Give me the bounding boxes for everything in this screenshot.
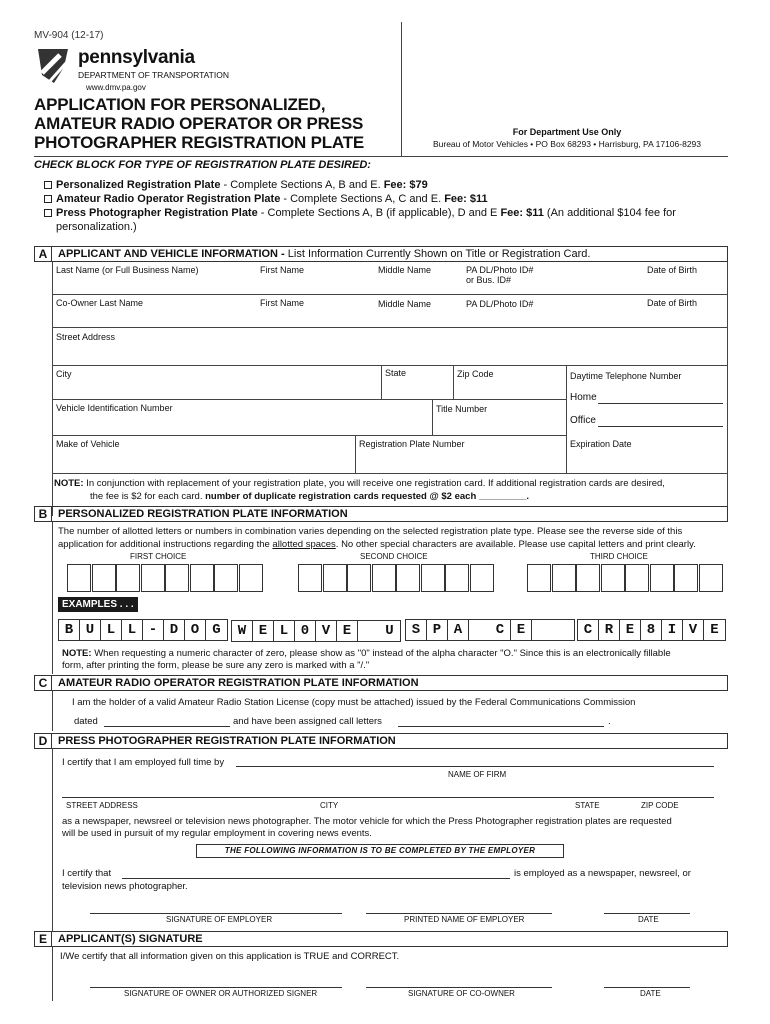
plate-character-box[interactable] xyxy=(396,564,420,592)
home-phone-line[interactable] xyxy=(598,403,723,404)
title-number-field[interactable] xyxy=(432,400,566,436)
city-field[interactable] xyxy=(52,366,381,400)
office-phone-label: Office xyxy=(570,415,596,426)
first-name-field[interactable] xyxy=(257,262,375,295)
example-char: U xyxy=(80,620,101,640)
note-line-2a: the fee is $2 for each card. xyxy=(90,491,206,502)
example-char: A xyxy=(448,620,469,640)
dl-id-label: PA DL/Photo ID# xyxy=(466,265,534,275)
section-c-heading: AMATEUR RADIO OPERATOR REGISTRATION PLATE INFORMATION xyxy=(52,675,728,691)
first-choice-label: FIRST CHOICE xyxy=(130,552,187,561)
title-line-2: AMATEUR RADIO OPERATOR OR PRESS xyxy=(34,114,364,133)
example-char: E xyxy=(620,620,641,640)
dl-id-label: PA DL/Photo ID# xyxy=(466,299,534,309)
option-fee: Fee: $11 xyxy=(500,207,544,219)
section-a-heading xyxy=(52,246,728,262)
section-b-instructions xyxy=(58,525,728,551)
example-welove-u xyxy=(231,620,401,642)
option-continuation: personalization.) xyxy=(56,221,137,233)
check-block-heading: CHECK BLOCK FOR TYPE OF REGISTRATION PLATE DESIRED: xyxy=(34,159,371,171)
name-of-firm-label: NAME OF FIRM xyxy=(448,770,507,779)
plate-character-box[interactable] xyxy=(165,564,189,592)
street-address-field[interactable] xyxy=(52,328,727,366)
plate-character-box[interactable] xyxy=(699,564,723,592)
tv-photographer-label: television news photographer. xyxy=(62,881,188,892)
daytime-phone-label: Daytime Telephone Number xyxy=(570,371,682,381)
plate-character-box[interactable] xyxy=(601,564,625,592)
phone-column-border xyxy=(566,366,567,436)
option-press-photographer[interactable] xyxy=(44,206,734,220)
applicant-date-label: DATE xyxy=(640,989,661,998)
allotted-spaces-link: allotted spaces xyxy=(272,539,336,550)
option-desc: - Complete Sections A, B (if applicable), D and E xyxy=(257,207,501,219)
section-b-heading: PERSONALIZED REGISTRATION PLATE INFORMATION xyxy=(52,506,728,522)
expiration-date-field[interactable] xyxy=(566,436,727,474)
last-name-label: Last Name (or Full Business Name) xyxy=(56,265,199,275)
dl-id-field[interactable] xyxy=(463,262,583,295)
section-d-left-border xyxy=(52,749,53,931)
option-fee: Fee: $79 xyxy=(383,179,428,191)
checkbox[interactable] xyxy=(44,195,52,203)
example-char: E xyxy=(710,622,719,638)
employer-banner: THE FOLLOWING INFORMATION IS TO BE COMPLETED BY THE EMPLOYER xyxy=(196,844,564,858)
title-line-1: APPLICATION FOR PERSONALIZED, xyxy=(34,95,326,114)
plate-character-box[interactable] xyxy=(190,564,214,592)
section-d-letter: D xyxy=(34,733,52,749)
plate-character-box[interactable] xyxy=(141,564,165,592)
title-line-3: PHOTOGRAPHER REGISTRATION PLATE xyxy=(34,133,365,152)
dob-field[interactable] xyxy=(583,262,727,295)
example-char: C xyxy=(490,620,511,640)
instructions-line-2a: application for additional instructions regarding the xyxy=(58,539,273,550)
street-address-label: STREET ADDRESS xyxy=(66,801,138,810)
form-title xyxy=(34,95,364,152)
example-char: W xyxy=(232,621,253,641)
statement-line-2: will be used in pursuit of my regular employment in covering news events. xyxy=(62,828,372,839)
co-owner-signature-line[interactable] xyxy=(366,987,552,988)
state-label: STATE xyxy=(575,801,600,810)
street-address-label: Street Address xyxy=(56,332,116,342)
section-a-right-border xyxy=(727,262,728,516)
owner-signature-line[interactable] xyxy=(90,987,342,988)
employer-signature-line[interactable] xyxy=(90,913,342,914)
section-d-statement xyxy=(62,816,722,840)
plate-number-label: Registration Plate Number xyxy=(359,439,465,449)
first-name-label: First Name xyxy=(260,265,305,275)
bureau-address: Bureau of Motor Vehicles • PO Box 68293 • Harrisburg, PA 17106-8293 xyxy=(432,139,702,149)
co-owner-signature-label: SIGNATURE OF CO-OWNER xyxy=(408,989,515,998)
option-extra: (An additional $104 fee for xyxy=(543,207,676,219)
expiration-label: Expiration Date xyxy=(570,439,632,449)
section-b-note xyxy=(62,648,726,672)
option-name: Amateur Radio Operator Registration Plate xyxy=(56,193,281,205)
section-c-letter: C xyxy=(34,675,52,691)
section-b-left-border xyxy=(52,522,53,674)
example-char: C xyxy=(578,620,599,640)
employer-printed-name-line[interactable] xyxy=(366,913,552,914)
example-char: 8 xyxy=(641,620,662,640)
note-line-1: In conjunction with replacement of your registration plate, you will receive one registration card. If additional registration cards are desired, xyxy=(83,478,665,489)
example-char: E xyxy=(253,621,274,641)
example-char: D xyxy=(164,620,185,640)
applicant-date-line[interactable] xyxy=(604,987,690,988)
firm-name-line[interactable] xyxy=(236,766,714,767)
section-a-subtitle: List Information Currently Shown on Title or Registration Card. xyxy=(287,248,591,260)
example-char: O xyxy=(185,620,206,640)
agency-name: pennsylvania xyxy=(78,47,195,68)
example-char: G xyxy=(212,622,221,638)
example-char: R xyxy=(599,620,620,640)
plate-character-box[interactable] xyxy=(421,564,445,592)
note-line-2b: number of duplicate registration cards requested @ $2 each _________. xyxy=(205,491,530,502)
employer-date-line[interactable] xyxy=(604,913,690,914)
section-a-note xyxy=(54,477,726,503)
plate-character-box[interactable] xyxy=(527,564,551,592)
zip-code-field[interactable] xyxy=(453,366,566,400)
co-owner-dob-field[interactable] xyxy=(583,295,727,328)
option-desc: - Complete Sections A, B and E. xyxy=(220,179,384,191)
example-char: P xyxy=(427,620,448,640)
instructions-line-2c: . No other special characters are available. Please use capital letters and print clearly. xyxy=(335,539,696,550)
example-char: V xyxy=(316,621,337,641)
co-owner-label: Co-Owner Last Name xyxy=(56,298,144,308)
note-label: NOTE: xyxy=(62,648,92,659)
plate-character-box[interactable] xyxy=(92,564,116,592)
firm-address-line[interactable] xyxy=(62,797,714,798)
plate-character-box[interactable] xyxy=(239,564,263,592)
example-char: L xyxy=(101,620,122,640)
example-char: 0 xyxy=(295,621,316,641)
option-name: Personalized Registration Plate xyxy=(56,179,221,191)
plate-character-box[interactable] xyxy=(650,564,674,592)
plate-character-box[interactable] xyxy=(214,564,238,592)
vin-label: Vehicle Identification Number xyxy=(56,403,173,413)
plate-character-box[interactable] xyxy=(372,564,396,592)
section-d-heading: PRESS PHOTOGRAPHER REGISTRATION PLATE INFORMATION xyxy=(52,733,728,749)
employer-signature-label: SIGNATURE OF EMPLOYER xyxy=(166,915,273,924)
plate-character-box[interactable] xyxy=(67,564,91,592)
printed-name-label: PRINTED NAME OF EMPLOYER xyxy=(404,915,525,924)
plate-character-box[interactable] xyxy=(674,564,698,592)
plate-character-box[interactable] xyxy=(552,564,576,592)
middle-name-label: Middle Name xyxy=(378,265,432,275)
note-label: NOTE: xyxy=(54,478,84,489)
option-amateur-radio[interactable] xyxy=(44,192,734,206)
example-char: S xyxy=(406,620,427,640)
state-label: State xyxy=(385,368,407,378)
bus-id-label: or Bus. ID# xyxy=(466,275,512,285)
statement-line-1: as a newspaper, newsreel or television news photographer. The motor vehicle for which the Press Photographer registration plates are requested xyxy=(62,816,672,827)
co-owner-dl-id-field[interactable] xyxy=(463,295,583,328)
middle-name-label: Middle Name xyxy=(378,299,432,309)
first-name-label: First Name xyxy=(260,298,305,308)
section-c-dated-label: dated xyxy=(74,716,98,727)
co-owner-last-name-field[interactable] xyxy=(52,295,257,328)
certify-that-label: I certify that xyxy=(62,868,112,879)
dept-use-label: For Department Use Only xyxy=(512,127,622,137)
dob-label: Date of Birth xyxy=(647,298,698,308)
example-char: V xyxy=(683,620,704,640)
instructions-line-1: The number of allotted letters or numbers in combination varies depending on the selected registration plate type. Please see the reverse side of this xyxy=(58,526,683,537)
state-field[interactable] xyxy=(381,366,453,400)
vin-field[interactable] xyxy=(52,400,432,436)
plate-character-box[interactable] xyxy=(470,564,494,592)
section-a-letter: A xyxy=(34,246,52,262)
example-char: L xyxy=(274,621,295,641)
plate-number-field[interactable] xyxy=(355,436,566,474)
last-name-field[interactable] xyxy=(52,262,257,295)
checkbox[interactable] xyxy=(44,181,52,189)
section-c-left-border xyxy=(52,691,53,731)
plate-character-box[interactable] xyxy=(625,564,649,592)
header-rule xyxy=(34,156,728,157)
plate-character-box[interactable] xyxy=(576,564,600,592)
office-phone-line[interactable] xyxy=(598,426,723,427)
section-c-license-text: I am the holder of a valid Amateur Radio Station License (copy must be attached) issued by the Federal Communications Commission xyxy=(72,697,636,708)
example-cre8ive xyxy=(577,619,726,641)
dob-label: Date of Birth xyxy=(647,265,698,275)
section-c-assigned-label: and have been assigned call letters xyxy=(233,716,382,727)
middle-name-field[interactable] xyxy=(375,262,463,295)
note-line-1: When requesting a numeric character of zero, please show as "0" instead of the alpha character "O." Since this is an electronically fillable xyxy=(91,648,671,659)
city-label: CITY xyxy=(320,801,339,810)
plate-character-box[interactable] xyxy=(298,564,322,592)
section-a-title: APPLICANT AND VEHICLE INFORMATION - xyxy=(58,248,288,260)
make-field[interactable] xyxy=(52,436,355,474)
example-space xyxy=(405,619,575,641)
agency-department: DEPARTMENT OF TRANSPORTATION xyxy=(78,70,229,80)
license-date-line[interactable] xyxy=(104,726,230,727)
plate-character-box[interactable] xyxy=(445,564,469,592)
example-char: I xyxy=(662,620,683,640)
certify-employed-label: I certify that I am employed full time by xyxy=(62,757,225,768)
certification-text: I/We certify that all information given on this application is TRUE and CORRECT. xyxy=(60,951,400,962)
website: www.dmv.pa.gov xyxy=(86,83,146,92)
plate-character-box[interactable] xyxy=(116,564,140,592)
zip-label: Zip Code xyxy=(457,369,494,379)
zip-code-label: ZIP CODE xyxy=(641,801,679,810)
third-choice-label: THIRD CHOICE xyxy=(590,552,648,561)
checkbox[interactable] xyxy=(44,209,52,217)
option-fee: Fee: $11 xyxy=(444,193,488,205)
co-owner-middle-name-field[interactable] xyxy=(375,295,463,328)
plate-character-box[interactable] xyxy=(323,564,347,592)
note-line-2: form, after printing the form, please be sure any zero is marked with a "/." xyxy=(62,660,370,671)
example-char: E xyxy=(337,621,358,641)
make-label: Make of Vehicle xyxy=(56,439,120,449)
call-letters-line[interactable] xyxy=(398,726,604,727)
option-name: Press Photographer Registration Plate xyxy=(56,207,258,219)
section-e-heading: APPLICANT(S) SIGNATURE xyxy=(52,931,728,947)
option-desc: - Complete Sections A, C and E. xyxy=(280,193,445,205)
employer-date-label: DATE xyxy=(638,915,659,924)
plate-type-options xyxy=(44,178,734,234)
example-char: - xyxy=(143,620,164,640)
city-label: City xyxy=(56,369,72,379)
employee-name-line[interactable] xyxy=(122,878,510,879)
example-bull-dog xyxy=(58,619,228,641)
examples-label: EXAMPLES . . . xyxy=(58,597,138,612)
example-char: L xyxy=(122,620,143,640)
home-phone-label: Home xyxy=(570,392,597,403)
section-b-letter: B xyxy=(34,506,52,522)
pennsylvania-keystone-logo xyxy=(36,47,70,85)
period: . xyxy=(608,716,611,727)
owner-signature-label: SIGNATURE OF OWNER OR AUTHORIZED SIGNER xyxy=(124,989,318,998)
example-char: U xyxy=(385,623,394,639)
example-char: B xyxy=(59,620,80,640)
title-number-label: Title Number xyxy=(436,404,488,414)
option-personalized[interactable] xyxy=(44,178,734,192)
plate-character-box[interactable] xyxy=(347,564,371,592)
second-choice-label: SECOND CHOICE xyxy=(360,552,428,561)
employed-as-label: is employed as a newspaper, newsreel, or xyxy=(514,868,691,879)
co-owner-first-name-field[interactable] xyxy=(257,295,375,328)
section-e-left-border xyxy=(52,947,53,1001)
example-char: E xyxy=(511,620,532,640)
section-e-letter: E xyxy=(34,931,52,947)
form-number: MV-904 (12-17) xyxy=(34,30,104,41)
